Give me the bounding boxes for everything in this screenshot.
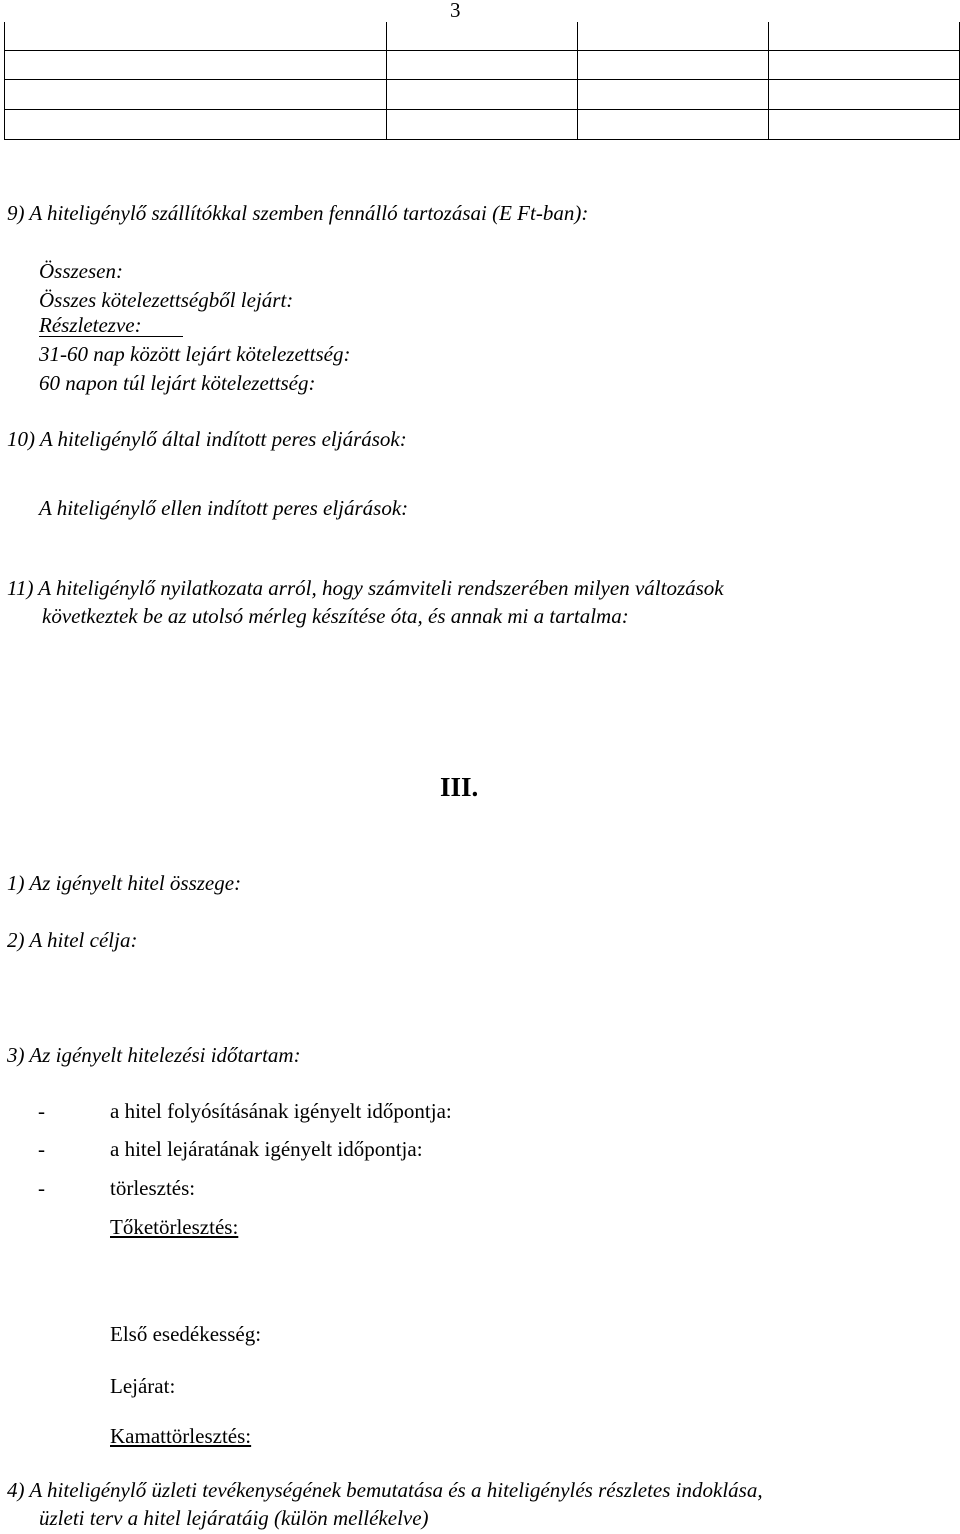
table-row-divider — [4, 50, 960, 51]
question-4-line2: üzleti terv a hitel lejáratáig (külön mellékelve) — [39, 1506, 429, 1530]
section-10-title: 10) A hiteligénylő által indított peres eljárások: — [7, 427, 407, 451]
repayment-label: törlesztés: — [110, 1176, 196, 1200]
total-label: Összesen: — [39, 259, 123, 283]
table-row-divider — [4, 139, 960, 140]
maturity-label: Lejárat: — [110, 1374, 176, 1398]
question-3: 3) Az igényelt hitelezési időtartam: — [7, 1043, 301, 1067]
overdue-60-plus-label: 60 napon túl lejárt kötelezettség: — [39, 371, 316, 395]
table-row-divider — [4, 109, 960, 110]
bullet-dash: - — [38, 1176, 45, 1200]
bullet-dash: - — [38, 1099, 45, 1123]
table-row-divider — [4, 79, 960, 80]
principal-repayment-label: Tőketörlesztés: — [110, 1215, 239, 1239]
empty-table — [4, 22, 960, 140]
section-11-line1: 11) A hiteligénylő nyilatkozata arról, hogy számviteli rendszerében milyen változások — [7, 576, 724, 600]
interest-repayment-label: Kamattörlesztés: — [110, 1424, 252, 1448]
bullet-dash: - — [38, 1137, 45, 1161]
first-due-label: Első esedékesség: — [110, 1322, 262, 1346]
details-label — [39, 314, 183, 337]
part-heading: III. — [440, 772, 479, 802]
table-column-divider — [577, 22, 578, 140]
question-1: 1) Az igényelt hitel összege: — [7, 871, 242, 895]
table-column-divider — [386, 22, 387, 140]
overdue-total-label: Összes kötelezettségből lejárt: — [39, 288, 294, 312]
section-9-title: 9) A hiteligénylő szállítókkal szemben fennálló tartozásai (E Ft-ban): — [7, 201, 589, 225]
maturity-date-label: a hitel lejáratának igényelt időpontja: — [110, 1137, 423, 1161]
lawsuits-against-label: A hiteligénylő ellen indított peres eljárások: — [39, 496, 409, 520]
overdue-31-60-label: 31-60 nap között lejárt kötelezettség: — [39, 342, 351, 366]
question-2: 2) A hitel célja: — [7, 928, 138, 952]
details-label-text: Részletezve: — [39, 313, 142, 337]
question-4-line1: 4) A hiteligénylő üzleti tevékenységének bemutatása és a hiteligénylés részletes indoklása, — [7, 1478, 763, 1502]
table-column-divider — [768, 22, 769, 140]
section-11-line2: következtek be az utolsó mérleg készítése óta, és annak mi a tartalma: — [42, 604, 629, 628]
disbursement-date-label: a hitel folyósításának igényelt időpontja: — [110, 1099, 452, 1123]
table-column-divider — [4, 22, 5, 140]
page-number: 3 — [450, 0, 461, 22]
